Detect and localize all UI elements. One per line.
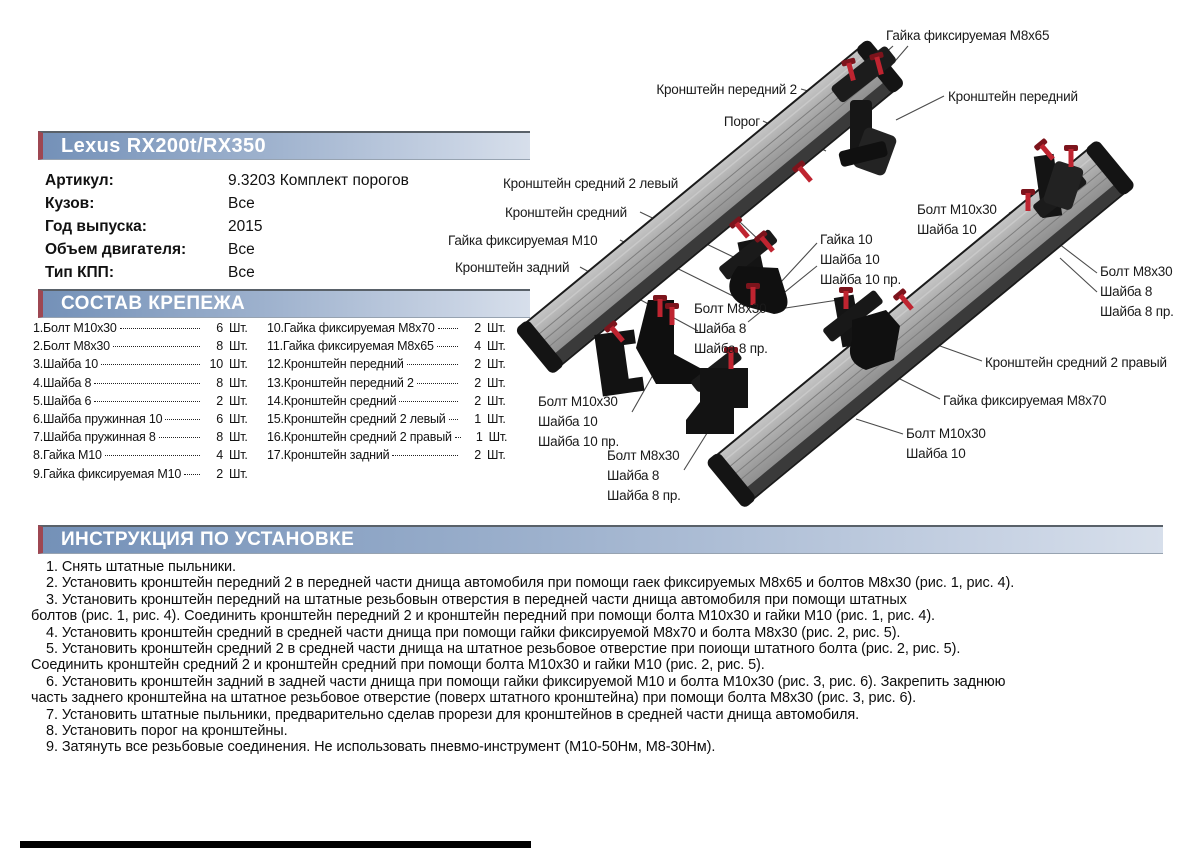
hardware-item-unit: Шт.	[229, 430, 248, 445]
footer-bar	[20, 841, 531, 848]
dot-leader	[94, 401, 200, 402]
hardware-item-qty: 8	[216, 339, 223, 354]
instruction-line: 2. Установить кронштейн передний 2 в передней части днища автомобиля при помощи гаек фиксируемых М8х65 и болтов М8х30 (рис. 1, рис. 4).	[46, 575, 1015, 592]
dot-leader	[165, 419, 200, 420]
hardware-item-name: 11.Гайка фиксируемая М8х65	[267, 339, 434, 354]
hardware-list-column-2	[267, 321, 513, 467]
hardware-item	[267, 376, 513, 394]
hardware-item	[267, 357, 513, 375]
diagram-label-line: Шайба 8 пр.	[607, 488, 681, 503]
diagram-label-line: Шайба 8	[607, 468, 660, 483]
hardware-item-unit: Шт.	[229, 448, 248, 463]
spec-value: 2015	[228, 217, 263, 235]
diagram-label-line: Шайба 10	[820, 252, 880, 267]
diagram-label-line: Кронштейн передний 2	[656, 82, 797, 97]
diagram-label-line: Шайба 10	[917, 222, 977, 237]
hardware-item-name: 4.Шайба 8	[33, 375, 92, 390]
hardware-item	[33, 448, 255, 466]
hardware-item-qty: 2	[474, 393, 481, 408]
diagram-label-gajka-fiksiruemaja-m8x70	[943, 391, 1106, 411]
dot-leader	[399, 401, 458, 402]
hardware-item	[33, 321, 255, 339]
hardware-item	[33, 357, 255, 375]
hardware-item-unit: Шт.	[229, 411, 248, 426]
hardware-item-unit: Шт.	[487, 321, 506, 335]
hardware-item-name: 15.Кронштейн средний 2 левый	[267, 411, 446, 426]
hardware-item-name: 7.Шайба пружинная 8	[33, 430, 156, 445]
hardware-item-name: 13.Кронштейн передний 2	[267, 375, 414, 390]
hardware-item	[267, 394, 513, 412]
installation-header-bar	[38, 525, 1163, 554]
hardware-item	[33, 394, 255, 412]
diagram-label-kronshtejn-srednij-2-pravyj	[985, 353, 1167, 373]
spec-table	[45, 169, 409, 284]
diagram-label-line: Кронштейн средний 2 правый	[985, 355, 1167, 370]
hardware-item-name: 1.Болт М10х30	[33, 321, 117, 335]
hardware-item-unit: Шт.	[487, 357, 506, 372]
hardware-item-qty: 6	[216, 411, 223, 426]
spec-value: Все	[228, 263, 255, 281]
instruction-line: 5. Установить кронштейн средний 2 в средней части днища на штатное резьбовое отверстие при поиощи штатного болта (рис. 2, рис. 5).	[46, 641, 961, 658]
hardware-item-qty: 2	[474, 357, 481, 372]
diagram-label-line: Гайка фиксируемая М8х70	[943, 393, 1107, 408]
diagram-label-line: Шайба 10 пр.	[820, 272, 902, 287]
dot-leader	[407, 364, 458, 365]
hardware-item	[267, 412, 513, 430]
diagram-label-bolt-m10x30-bottom-right	[906, 424, 986, 464]
hardware-item-name: 16.Кронштейн средний 2 правый	[267, 430, 452, 445]
hardware-item	[33, 467, 255, 485]
diagram-label-line: Шайба 8 пр.	[694, 341, 768, 356]
diagram-label-line: Гайка фиксируемая М10	[448, 233, 598, 248]
diagram-label-line: Болт М8х30	[1100, 264, 1173, 279]
hardware-item-unit: Шт.	[229, 321, 248, 335]
spec-label: Объем двигателя:	[45, 240, 187, 258]
hardware-item-name: 2.Болт М8х30	[33, 339, 110, 354]
dot-leader	[438, 328, 458, 329]
dot-leader	[101, 364, 200, 365]
hardware-item-name: 5.Шайба 6	[33, 393, 92, 408]
spec-row	[45, 261, 409, 284]
diagram-label-bolt-m10x30-bottom-left	[538, 392, 619, 452]
diagram-label-line: Кронштейн средний 2 левый	[503, 176, 679, 191]
hardware-item	[267, 321, 513, 339]
diagram-label-line: Шайба 8	[694, 321, 747, 336]
hardware-item-qty: 2	[474, 375, 481, 390]
instruction-line: 8. Установить порог на кронштейны.	[46, 723, 288, 740]
dot-leader	[94, 383, 200, 384]
spec-row	[45, 215, 409, 238]
hardware-header-bar	[38, 289, 530, 318]
diagram-label-line: Порог	[723, 114, 760, 129]
diagram-label-line: Кронштейн передний	[948, 89, 1078, 104]
installation-section-title: ИНСТРУКЦИЯ ПО УСТАНОВКЕ	[61, 529, 355, 550]
instruction-line: 6. Установить кронштейн задний в задней части днища при помощи гайки фиксируемой М10 и болта М10х30 (рис. 3, рис. 6). Закрепить заднюю	[46, 673, 1006, 690]
hardware-item-name: 14.Кронштейн средний	[267, 393, 397, 408]
spec-label: Артикул:	[45, 171, 114, 189]
diagram-label-kronshtejn-perednij	[948, 87, 1078, 107]
instruction-line: 1. Снять штатные пыльники.	[46, 559, 236, 575]
diagram-label-kronshtejn-perednij-2	[656, 80, 797, 100]
hardware-item-unit: Шт.	[487, 375, 506, 390]
instruction-line: Соединить кронштейн средний 2 и кронштейн средний при помощи болта М10х30 и гайки М10 (рис. 2, рис. 5).	[31, 657, 765, 674]
hardware-item	[267, 430, 513, 448]
diagram-label-line: Болт М10х30	[538, 394, 618, 409]
instruction-line: 3. Установить кронштейн передний на штатные резьбовын отверстия в передней части днища автомобиля при помощи штатных	[46, 591, 907, 608]
diagram-label-line: Болт М8х30	[694, 301, 767, 316]
diagram-label-gajka-m8x65	[886, 26, 1049, 46]
hardware-item-name: 8.Гайка М10	[33, 448, 102, 463]
instruction-line: болтов (рис. 1, рис. 4). Соединить кронштейн передний 2 и кронштейн передний при помощи болта М10х30 и гайки М10 (рис. 1, рис. 4).	[31, 608, 935, 625]
diagram-label-line: Кронштейн задний	[455, 260, 570, 275]
diagram-label-kronshtejn-zadnij	[455, 258, 569, 278]
hardware-item-unit: Шт.	[229, 393, 248, 408]
diagram-label-line: Болт М8х30	[607, 448, 680, 463]
hardware-item-qty: 1	[475, 430, 483, 445]
hardware-item-qty: 10	[209, 357, 223, 372]
hardware-item-unit: Шт.	[487, 448, 506, 463]
hardware-item	[267, 339, 513, 357]
hardware-item-name: 17.Кронштейн задний	[267, 448, 390, 463]
hardware-item	[267, 448, 513, 466]
spec-value: Все	[228, 240, 255, 258]
hardware-item-unit: Шт.	[229, 466, 248, 481]
hardware-item-name: 6.Шайба пружинная 10	[33, 411, 163, 426]
dot-leader	[105, 455, 200, 456]
hardware-item-name: 9.Гайка фиксируемая М10	[33, 466, 182, 481]
spec-value: 9.3203 Комплект порогов	[228, 171, 409, 189]
hardware-item-name: 12.Кронштейн передний	[267, 357, 404, 372]
spec-value: Все	[228, 194, 255, 212]
diagram-label-line: Шайба 8	[1100, 284, 1153, 299]
instruction-line: 7. Установить штатные пыльники, предварительно сделав прорези для кронштейнов в средней части днища автомобиля.	[46, 706, 860, 723]
diagram-label-porog	[724, 112, 760, 132]
hardware-item	[33, 430, 255, 448]
instruction-line: часть заднего кронштейна на штатное резьбовое отверстие (поверх штатного кронштейна) при помощи болта М8х30 (рис. 3, рис. 6).	[31, 690, 917, 707]
hardware-item-unit: Шт.	[229, 339, 248, 354]
model-header-bar	[38, 131, 530, 160]
hardware-item-qty: 1	[474, 411, 481, 426]
hardware-item-unit: Шт.	[487, 411, 506, 426]
hardware-item-name: 10.Гайка фиксируемая М8х70	[267, 321, 435, 335]
diagram-label-line: Болт М10х30	[906, 426, 986, 441]
hardware-item	[33, 339, 255, 357]
diagram-label-line: Шайба 10	[906, 446, 966, 461]
diagram-label-line: Шайба 10	[538, 414, 598, 429]
diagram-label-kronshtejn-srednij	[505, 203, 627, 223]
diagram-label-bolt-m8x30-bottom	[607, 446, 681, 506]
hardware-item-qty: 6	[216, 321, 223, 335]
installation-instructions	[31, 559, 1181, 756]
hardware-item-unit: Шт.	[229, 357, 248, 372]
hardware-item-qty: 8	[216, 430, 223, 445]
diagram-label-line: Шайба 8 пр.	[1100, 304, 1174, 319]
hardware-item-name: 3.Шайба 10	[33, 357, 99, 372]
spec-label: Кузов:	[45, 194, 95, 212]
hardware-item-qty: 2	[216, 466, 223, 481]
diagram-label-bolt-m8x30-center	[694, 299, 768, 359]
spec-row	[45, 192, 409, 215]
hardware-item-qty: 4	[216, 448, 223, 463]
dot-leader	[417, 383, 458, 384]
hardware-item-unit: Шт.	[487, 393, 506, 408]
diagram-label-gajka-fiksiruemaja-m10	[448, 231, 597, 251]
hardware-item	[33, 412, 255, 430]
diagram-label-line: Болт М10х30	[917, 202, 997, 217]
model-title: Lexus RX200t/RX350	[61, 134, 267, 157]
dot-leader	[113, 346, 200, 347]
diagram-label-line: Гайка фиксируемая М8х65	[886, 28, 1050, 43]
spec-row	[45, 169, 409, 192]
diagram-label-line: Кронштейн средний	[505, 205, 627, 220]
hardware-item-qty: 2	[474, 321, 481, 335]
dot-leader	[449, 419, 458, 420]
hardware-item	[33, 376, 255, 394]
diagram-label-line: Гайка 10	[820, 232, 873, 247]
spec-row	[45, 238, 409, 261]
diagram-label-kronshtejn-srednij-2-levyj	[503, 174, 678, 194]
instruction-line: 4. Установить кронштейн средний в средней части днища при помощи гайки фиксируемой М8х70 и болта М8х30 (рис. 2, рис. 5).	[46, 624, 901, 641]
dot-leader	[392, 455, 458, 456]
dot-leader	[455, 437, 461, 438]
hardware-item-unit: Шт.	[487, 339, 506, 354]
hardware-item-qty: 4	[474, 339, 481, 354]
detached-middle-bracket	[686, 348, 748, 434]
dot-leader	[120, 328, 200, 329]
hardware-list-column-1	[33, 321, 255, 485]
diagram-label-gajka-10	[820, 230, 901, 290]
dot-leader	[437, 346, 458, 347]
instruction-line: 9. Затянуть все резьбовые соединения. Не использовать пневмо-инструмент (М10-50Нм, М8-30Нм).	[46, 739, 716, 756]
hardware-item-qty: 2	[216, 393, 223, 408]
dot-leader	[184, 474, 200, 475]
hardware-item-qty: 8	[216, 375, 223, 390]
diagram-label-line: Шайба 10 пр.	[538, 434, 620, 449]
diagram-label-bolt-m10x30-top	[917, 200, 997, 240]
hardware-item-qty: 2	[474, 448, 481, 463]
hardware-item-unit: Шт.	[229, 375, 248, 390]
diagram-label-bolt-m8x30-right	[1100, 262, 1174, 322]
spec-label: Тип КПП:	[45, 263, 114, 281]
hardware-section-title: СОСТАВ КРЕПЕЖА	[61, 293, 246, 314]
hardware-item-unit: Шт.	[488, 430, 508, 445]
dot-leader	[159, 437, 200, 438]
spec-label: Год выпуска:	[45, 217, 147, 235]
